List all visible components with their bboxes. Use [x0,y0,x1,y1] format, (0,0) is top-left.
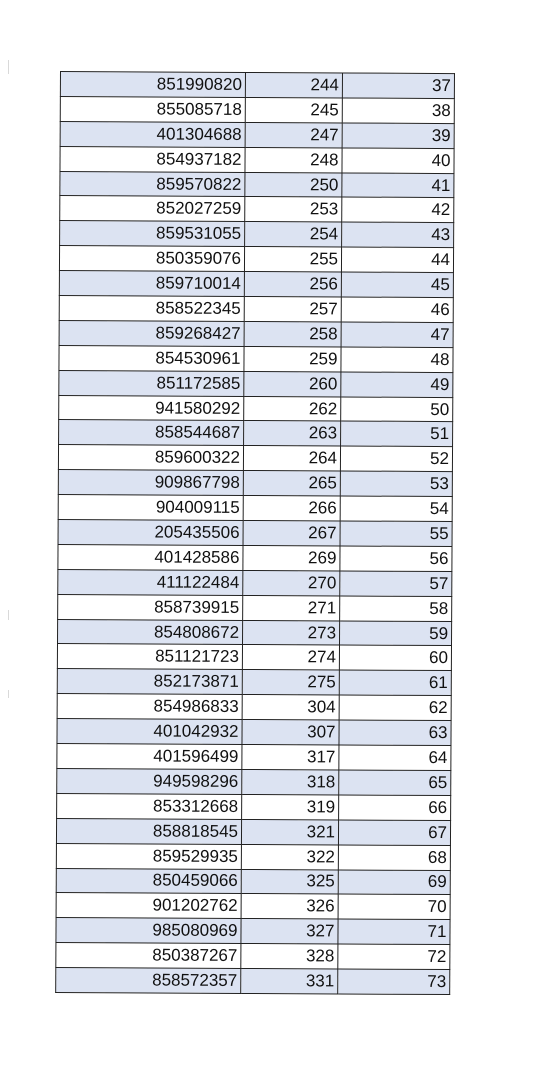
id-cell: 859531055 [60,221,245,247]
value-cell: 265 [243,471,340,496]
id-cell: 859268427 [59,320,244,346]
id-cell: 901202762 [56,893,241,919]
id-cell: 401304688 [60,121,245,147]
value-cell: 322 [241,844,338,869]
table-row [57,644,451,671]
index-cell: 60 [339,645,451,670]
value-cell: 319 [242,794,339,819]
table-row [57,793,451,820]
id-cell: 855085718 [60,96,245,122]
value-cell: 304 [242,695,339,720]
id-cell: 851121723 [57,644,242,670]
value-cell: 321 [241,819,338,844]
index-cell: 59 [339,621,451,646]
index-cell: 57 [340,571,452,596]
index-cell: 43 [342,222,454,247]
id-cell: 854530961 [59,345,244,371]
table-row [58,569,452,596]
index-cell: 52 [340,446,452,471]
index-cell: 54 [340,496,452,521]
table-row [60,96,454,123]
table-row [56,918,450,945]
table-row [59,320,453,347]
value-cell: 244 [245,72,342,97]
id-cell: 858739915 [58,594,243,620]
id-cell: 949598296 [57,768,242,794]
value-cell: 307 [242,720,339,745]
id-cell: 854808672 [57,619,242,645]
id-cell: 850459066 [56,868,241,894]
value-cell: 247 [245,122,342,147]
id-cell: 859570822 [60,171,245,197]
value-cell: 317 [242,745,339,770]
table-row [58,470,452,497]
id-cell: 859710014 [59,271,244,297]
table-row [58,520,452,547]
id-cell: 854986833 [57,694,242,720]
index-cell: 65 [339,770,451,795]
index-cell: 51 [341,421,453,446]
value-cell: 326 [241,894,338,919]
index-cell: 56 [340,546,452,571]
table-row [60,72,454,99]
value-cell: 248 [245,147,342,172]
value-cell: 257 [244,296,341,321]
value-cell: 331 [241,969,338,994]
scan-edge-mark [8,690,9,698]
value-cell: 318 [242,769,339,794]
table-body [56,72,455,995]
table-row [56,943,450,970]
id-cell: 205435506 [58,520,243,546]
id-cell: 858572357 [56,968,241,994]
index-cell: 40 [342,148,454,173]
value-cell: 274 [242,645,339,670]
index-cell: 44 [341,247,453,272]
index-cell: 49 [341,372,453,397]
table-row [57,619,451,646]
value-cell: 245 [245,97,342,122]
table-row [57,744,451,771]
index-cell: 50 [341,397,453,422]
table-row [57,669,451,696]
table-row [57,719,451,746]
id-cell: 852173871 [57,669,242,695]
value-cell: 325 [241,869,338,894]
table-row [59,420,453,447]
table-row [60,121,454,148]
table-row [60,221,454,248]
id-cell: 850359076 [59,246,244,272]
table-row [60,146,454,173]
id-cell: 401596499 [57,744,242,770]
index-cell: 61 [339,670,451,695]
id-cell: 904009115 [58,495,243,521]
id-cell: 859600322 [58,445,243,471]
index-cell: 68 [338,845,450,870]
id-cell: 401042932 [57,719,242,745]
index-cell: 70 [338,894,450,919]
value-cell: 254 [245,222,342,247]
index-cell: 67 [338,820,450,845]
value-cell: 269 [243,545,340,570]
id-cell: 851172585 [59,370,244,396]
value-cell: 262 [244,396,341,421]
index-cell: 47 [341,322,453,347]
id-cell: 853312668 [57,793,242,819]
index-cell: 48 [341,347,453,372]
id-cell: 909867798 [58,470,243,496]
index-cell: 45 [341,272,453,297]
table-row [57,768,451,795]
index-cell: 69 [338,869,450,894]
value-cell: 267 [243,520,340,545]
table-row [58,445,452,472]
index-cell: 72 [338,944,450,969]
value-cell: 259 [244,346,341,371]
table-row [59,345,453,372]
value-cell: 260 [244,371,341,396]
value-cell: 253 [245,197,342,222]
id-cell: 858522345 [59,296,244,322]
value-cell: 328 [241,944,338,969]
table-row [58,594,452,621]
id-cell: 401428586 [58,544,243,570]
id-cell: 858544687 [59,420,244,446]
table-row [56,868,450,895]
scan-edge-mark [8,60,9,74]
index-cell: 37 [342,73,454,98]
id-cell: 858818545 [56,818,241,844]
table-row [60,171,454,198]
id-cell: 411122484 [58,569,243,595]
value-cell: 327 [241,919,338,944]
table-row [60,196,454,223]
id-cell: 859529935 [56,843,241,869]
value-cell: 258 [244,321,341,346]
value-cell: 263 [244,421,341,446]
table-row [59,395,453,422]
value-cell: 270 [243,570,340,595]
table-row [58,495,452,522]
table-row [57,694,451,721]
value-cell: 256 [244,272,341,297]
table-row [59,246,453,273]
value-cell: 273 [242,620,339,645]
index-cell: 58 [340,596,452,621]
value-cell: 271 [243,595,340,620]
index-cell: 55 [340,521,452,546]
scan-edge-mark [8,610,9,620]
index-cell: 38 [342,98,454,123]
id-cell: 850387267 [56,943,241,969]
data-table [55,71,455,995]
index-cell: 39 [342,123,454,148]
index-cell: 73 [338,969,450,994]
index-cell: 53 [340,471,452,496]
index-cell: 41 [342,173,454,198]
index-cell: 46 [341,297,453,322]
index-cell: 62 [339,695,451,720]
index-cell: 63 [339,720,451,745]
id-cell: 985080969 [56,918,241,944]
value-cell: 264 [243,446,340,471]
index-cell: 42 [342,197,454,222]
table-row [59,296,453,323]
table-row [56,843,450,870]
value-cell: 250 [245,172,342,197]
id-cell: 941580292 [59,395,244,421]
table-row [58,544,452,571]
table-row [59,271,453,298]
value-cell: 266 [243,496,340,521]
value-cell: 275 [242,670,339,695]
index-cell: 66 [339,795,451,820]
table-row [59,370,453,397]
table-row [56,968,450,995]
value-cell: 255 [244,247,341,272]
id-cell: 851990820 [60,72,245,98]
id-cell: 852027259 [60,196,245,222]
index-cell: 64 [339,745,451,770]
table-row [56,818,450,845]
id-cell: 854937182 [60,146,245,172]
table-row [56,893,450,920]
index-cell: 71 [338,919,450,944]
